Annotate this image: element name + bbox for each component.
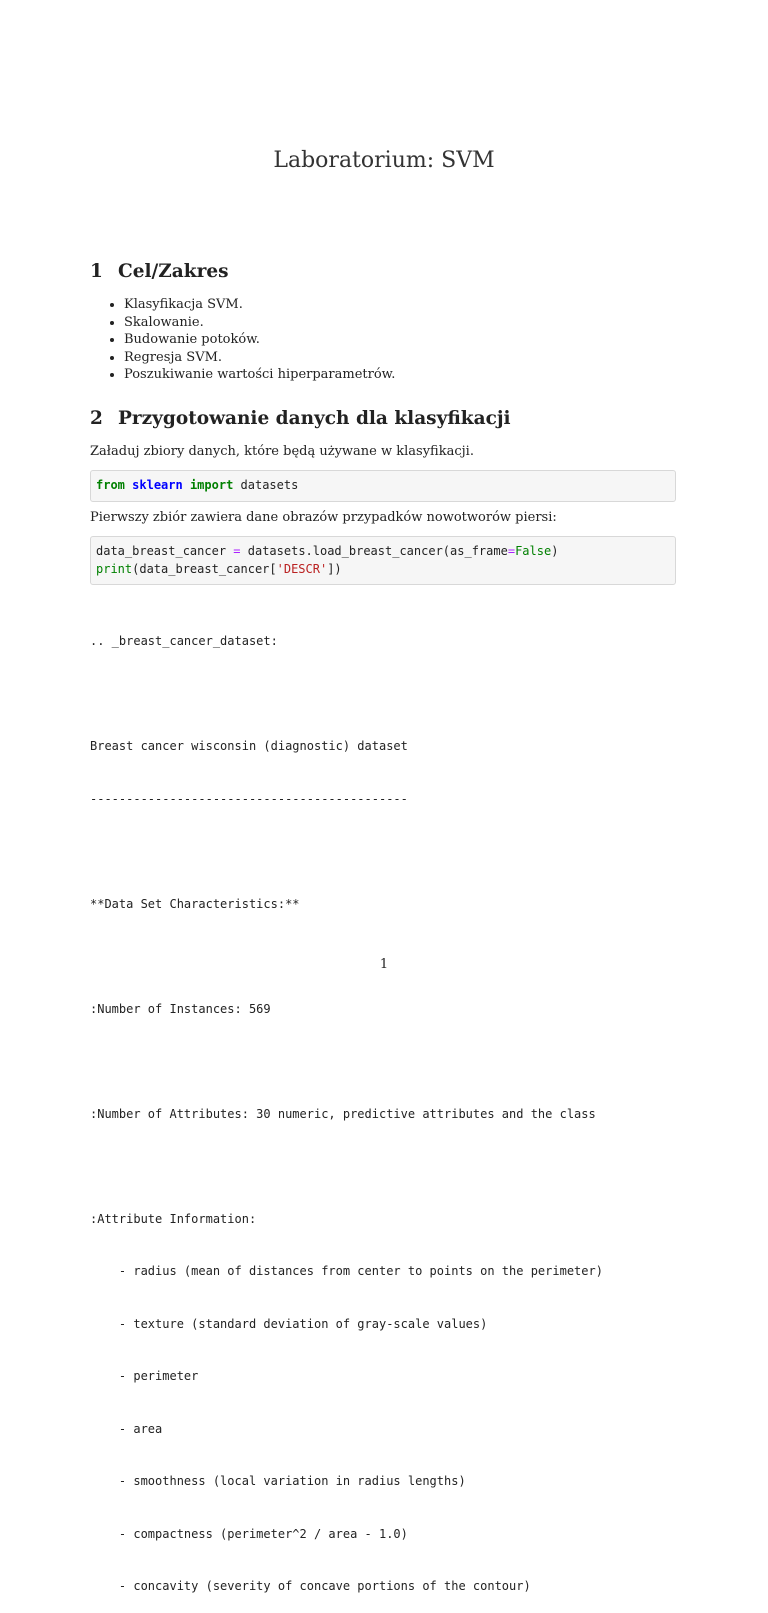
code-keyword: import (189, 478, 234, 492)
output-line: - concavity (severity of concave portions of the contour) (90, 1579, 531, 1593)
section-2-title: Przygotowanie danych dla klasyfikacji (118, 408, 511, 429)
output-line: -------------------------------------------- (90, 791, 408, 806)
section-1-number: 1 (90, 261, 103, 282)
list-item: • Poszukiwanie wartości hiperparametrów. (124, 366, 395, 384)
list-item: • Klasyfikacja SVM. (124, 296, 395, 314)
list-item: • Regresja SVM. (124, 349, 395, 367)
code-keyword: from (96, 478, 125, 492)
list-item: • Skalowanie. (124, 314, 395, 332)
section-2-number: 2 (90, 408, 103, 429)
output-line: - area (90, 1421, 163, 1436)
code-cell-load-data[interactable] (90, 536, 676, 585)
output-line: - perimeter (90, 1369, 199, 1383)
output-line: :Number of Instances: 569 (90, 1001, 271, 1016)
output-line: - radius (mean of distances from center to points on the perimeter) (90, 1264, 603, 1278)
code-text: datasets (233, 478, 299, 492)
output-line: **Data Set Characteristics:** (90, 896, 300, 911)
code-line: print(data_breast_cancer['DESCR']) (96, 561, 342, 576)
list-item: • Budowanie potoków. (124, 331, 395, 349)
output-line (90, 843, 603, 861)
code-module: sklearn (132, 478, 183, 492)
paragraph-load-datasets: Załaduj zbiory danych, które będą używane w klasyfikacji. (90, 444, 474, 459)
page-number: 1 (379, 957, 389, 972)
output-line: .. _breast_cancer_dataset: (90, 634, 278, 648)
output-line (90, 1158, 603, 1176)
code-line: data_breast_cancer = datasets.load_breast_cancer(as_frame=False) (96, 544, 559, 558)
document-title: Laboratorium: SVM (273, 148, 495, 173)
output-line: - smoothness (local variation in radius lengths) (90, 1474, 466, 1488)
section-1-heading (90, 261, 229, 282)
goals-list (90, 296, 395, 384)
output-line: Breast cancer wisconsin (diagnostic) dataset (90, 739, 408, 753)
output-line: :Number of Attributes: 30 numeric, predictive attributes and the class (90, 1106, 596, 1121)
section-1-title: Cel/Zakres (118, 261, 229, 282)
code-output (90, 598, 603, 1613)
code-cell-import[interactable] (90, 470, 676, 502)
section-2-heading (90, 408, 511, 429)
output-line (90, 686, 603, 704)
paragraph-first-dataset: Pierwszy zbiór zawiera dane obrazów przypadków nowotworów piersi: (90, 510, 557, 525)
output-line (90, 1053, 603, 1071)
output-line: :Attribute Information: (90, 1211, 257, 1226)
output-line: - compactness (perimeter^2 / area - 1.0) (90, 1526, 408, 1541)
output-line: - texture (standard deviation of gray-scale values) (90, 1316, 488, 1331)
